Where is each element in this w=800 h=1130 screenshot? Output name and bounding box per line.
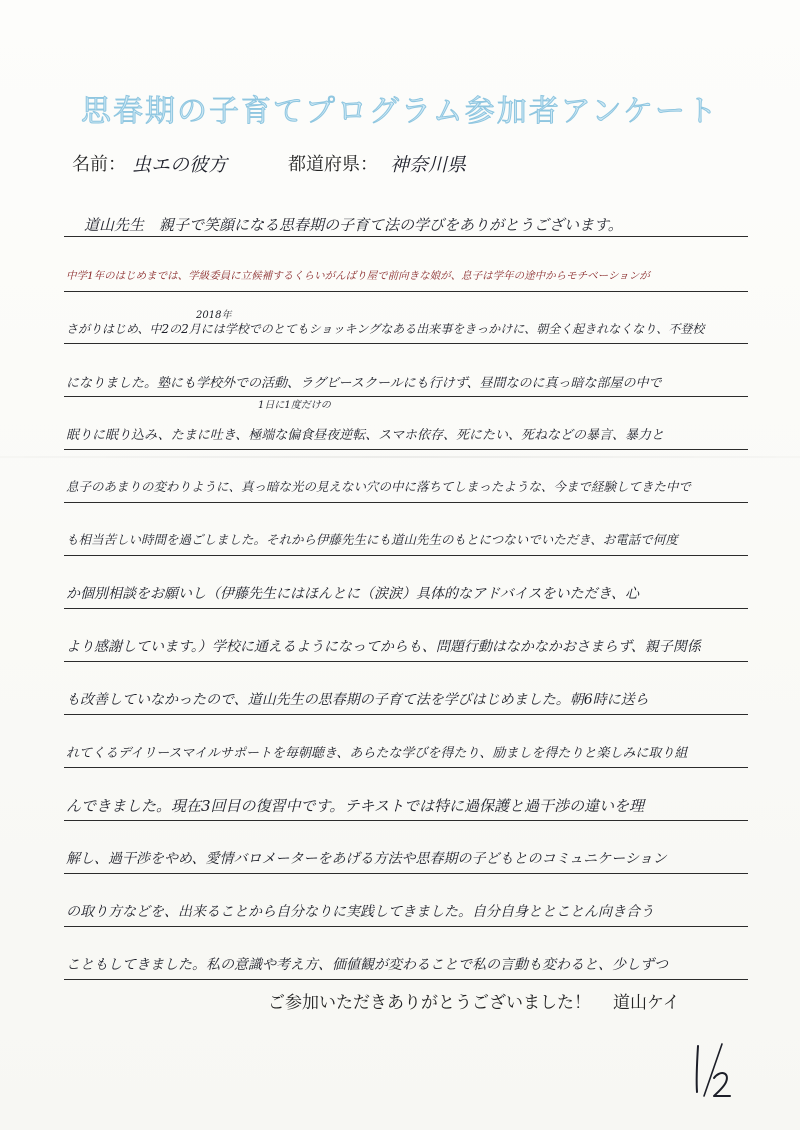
ruled-line [64,343,748,344]
ruled-line [64,714,748,715]
name-label: 名前： [72,154,126,175]
respondent-info [72,150,732,180]
ruled-line [64,979,748,980]
ruled-line [64,449,748,450]
thanks-text: ご参加いただきありがとうございました！ [268,993,591,1013]
ruled-line [64,820,748,821]
body-line: さがりはじめ、中2の2月には学校でのとてもショッキングなある出来事をきっかけに、朝全く起きれなくなり、不登校 [66,322,705,336]
ruled-line [64,608,748,609]
frequency-annotation: 1日に1度だけの [258,400,331,411]
body-line: れてくるデイリースマイルサポートを毎朝聴き、あらたな学びを得たり、励ましを得たりと楽しみに取り組 [66,746,688,761]
body-line: 息子のあまりの変わりように、真っ暗な光の見えない穴の中に落ちてしまったような、今まで経験してきた中で [66,479,691,494]
closing-message [268,988,680,1013]
page-title: 思春期の子育てプログラム参加者アンケート [81,94,719,129]
body-line: 眠りに眠り込み、たまに吐き、極端な偏食昼夜逆転、スマホ依存、死にたい、死ねなどの暴言、暴力と [66,428,665,443]
ruled-line [64,236,748,237]
body-line: より感謝しています。）学校に通えるようになってからも、問題行動はなかなかおさまらず、親子関係 [66,639,701,655]
body-line: の取り方などを、出来ることから自分なりに実践してきました。自分自身ととことん向き合う [66,904,654,920]
body-line: 道山先生 親子で笑顔になる思春期の子育て法の学びをありがとうございます。 [84,216,623,234]
body-line: んできました。現在3回目の復習中です。テキストでは特に過保護と過干渉の違いを理 [66,797,645,815]
year-annotation: 2018年 [196,310,232,321]
body-line: 解し、過干渉をやめ、愛情バロメーターをあげる方法や思春期の子どもとのコミュニケーション [66,851,667,867]
name-value: 虫エの彼方 [132,154,228,176]
author-name: 道山ケイ [613,993,680,1013]
ruled-line [64,396,748,397]
body-line: か個別相談をお願いし（伊藤先生にはほんとに（涙涙）具体的なアドバイスをいただき、心 [66,586,640,602]
ruled-line [64,291,748,292]
ruled-line [64,502,748,503]
prefecture-value: 神奈川県 [390,154,467,176]
paper-fold [0,456,800,458]
ruled-line [64,555,748,556]
body-line: 中学1年のはじめまでは、学級委員に立候補するくらいがんばり屋で前向きな娘が、息子は学年の途中からモチベーションが [66,270,650,282]
prefecture-label: 都道府県： [288,154,378,175]
page-number [684,1040,734,1100]
ruled-line [64,926,748,927]
ruled-line [64,873,748,874]
body-line: になりました。塾にも学校外での活動、ラグビースクールにも行けず、昼間なのに真っ暗な部屋の中で [66,376,662,391]
ruled-line [64,767,748,768]
body-line: も改善していなかったので、道山先生の思春期の子育て法を学びはじめました。朝6時に送ら [66,692,649,708]
body-line: も相当苦しい時間を過ごしました。それから伊藤先生にも道山先生のもとにつないでいただき、お電話で何度 [66,532,678,547]
ruled-line [64,661,748,662]
page-number-mark [684,1040,734,1100]
body-line: こともしてきました。私の意識や考え方、価値観が変わることで私の言動も変わると、少しずつ [66,957,668,973]
